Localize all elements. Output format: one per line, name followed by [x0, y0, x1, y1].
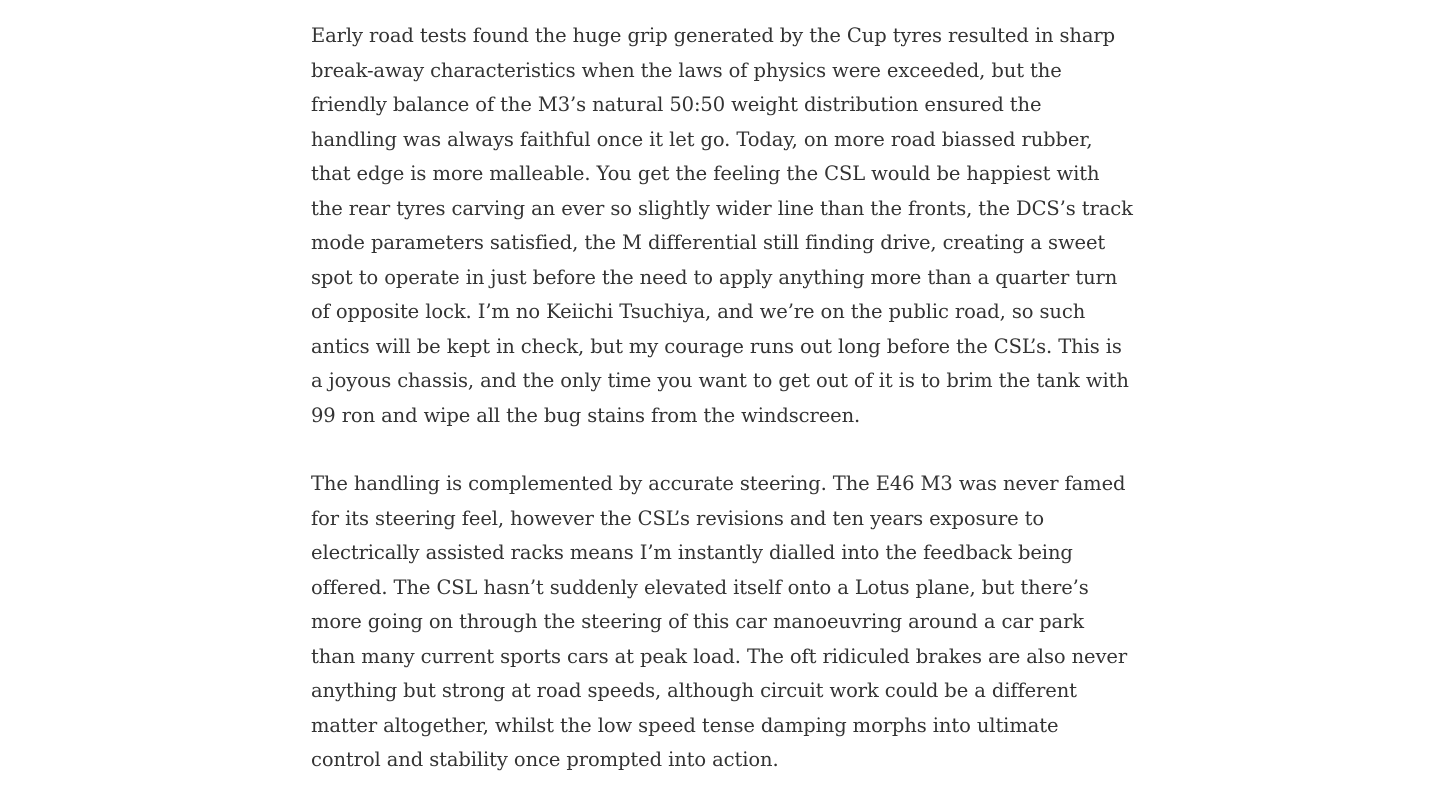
article-paragraph-steering-brakes: The handling is complemented by accurate steering. The E46 M3 was never famed for its steering feel, however the CSL’s revisions and ten years exposure to electrically assisted racks means I’m instantly dialled into the feedback being offered. The CSL hasn’t suddenly elevated itself onto a Lotus plane, but there’s more going on through the steering of this car manoeuvring around a car park than many current sports cars at peak load. The oft ridiculed brakes are also never anything but strong at road speeds, although circuit work could be a different matter altogether, whilst the low speed tense damping morphs into ultimate control and stability once prompted into action.	[311, 472, 1128, 771]
article-paragraph-handling-balance: Early road tests found the huge grip generated by the Cup tyres resulted in sharp break-away characteristics when the laws of physics were exceeded, but the friendly balance of the M3’s natural 50:50 weight distribution ensured the handling was always faithful once it let go. Today, on more road biassed rubber, that edge is more malleable. You get the feeling the CSL would be happiest with the rear tyres carving an ever so slightly wider line than the fronts, the DCS’s track mode parameters satisfied, the M differential still finding drive, creating a sweet spot to operate in just before the need to apply anything more than a quarter turn of opposite lock. I’m no Keiichi Tsuchiya, and we’re on the public road, so such antics will be kept in check, but my courage runs out long before the CSL’s. This is a joyous chassis, and the only time you want to get out of it is to brim the tank with 99 ron and wipe all the bug stains from the windscreen.	[311, 24, 1133, 427]
article-body	[311, 19, 1133, 812]
